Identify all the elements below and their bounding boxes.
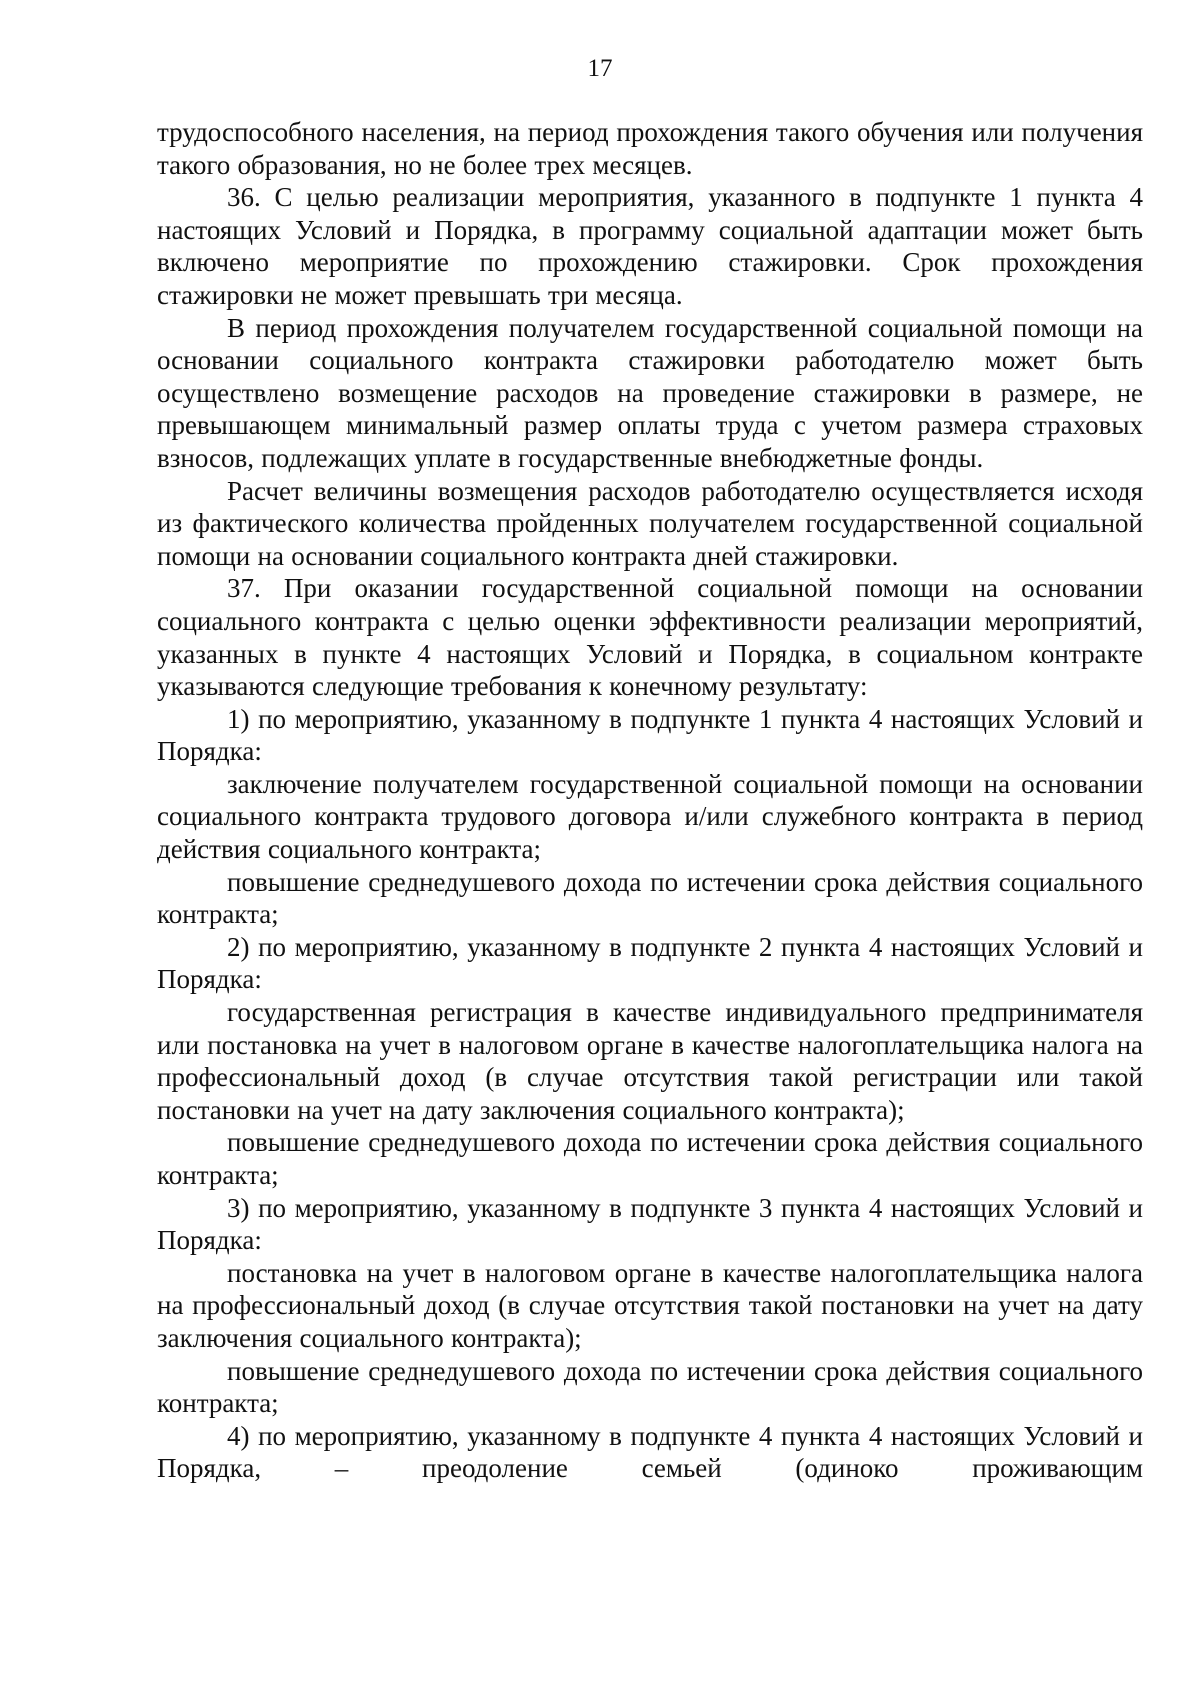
paragraph-subitem-1-employment: заключение получателем государственной социальной помощи на основании социального контракта трудового договора и/или служебного контракта в период действия социального контракта; — [157, 768, 1143, 865]
paragraph-subitem-3-tax-registration: постановка на учет в налоговом органе в качестве налогоплательщика налога на профессиональный доход (в случае отсутствия такой постановки на учет на дату заключения социального контракта); — [157, 1257, 1143, 1353]
paragraph-subitem-3-income: повышение среднедушевого дохода по истечении срока действия социального контракта; — [157, 1355, 1143, 1419]
paragraph-subitem-4: 4) по мероприятию, указанному в подпункте 4 пункта 4 настоящих Условий и Порядка, – преодоление семьей (одиноко проживающим — [157, 1420, 1143, 1484]
paragraph-subitem-1-income: повышение среднедушевого дохода по истечении срока действия социального контракта; — [157, 866, 1143, 930]
paragraph-continuation: трудоспособного населения, на период прохождения такого обучения или получения такого образования, но не более трех месяцев. — [157, 117, 1143, 180]
document-body — [157, 116, 1143, 1485]
paragraph-reimbursement-calculation: Расчет величины возмещения расходов работодателю осуществляется исходя из фактического количества пройденных получателем государственной социальной помощи на основании социального контракта дней стажировки. — [157, 475, 1143, 571]
paragraph-subitem-3: 3) по мероприятию, указанному в подпункте 3 пункта 4 настоящих Условий и Порядка: — [157, 1192, 1143, 1256]
paragraph-item-36: 36. С целью реализации мероприятия, указанного в подпункте 1 пункта 4 настоящих Условий и Порядка, в программу социальной адаптации может быть включено мероприятие по прохождению стажировки. Срок прохождения стажировки не может превышать три месяца. — [157, 182, 1143, 310]
paragraph-subitem-2-registration: государственная регистрация в качестве индивидуального предпринимателя или постановка на учет в налоговом органе в качестве налогоплательщика налога на профессиональный доход (в случае отсутствия такой регистрации или такой постановки на учет на дату заключения социального контракта); — [157, 997, 1143, 1125]
paragraph-subitem-2-income: повышение среднедушевого дохода по истечении срока действия социального контракта; — [157, 1127, 1143, 1190]
paragraph-internship-reimbursement: В период прохождения получателем государственной социальной помощи на основании социального контракта стажировки работодателю может быть осуществлено возмещение расходов на проведение стажировки в размере, не превышающем минимальный размер оплаты труда с учетом размера страховых взносов, подлежащих уплате в государственные внебюджетные фонды. — [157, 312, 1143, 473]
paragraph-subitem-2: 2) по мероприятию, указанному в подпункте 2 пункта 4 настоящих Условий и Порядка: — [157, 931, 1143, 995]
page-number: 17 — [587, 55, 613, 82]
paragraph-item-37: 37. При оказании государственной социальной помощи на основании социального контракта с целью оценки эффективности реализации мероприятий, указанных в пункте 4 настоящих Условий и Порядка, в социальном контракте указываются следующие требования к конечному результату: — [157, 573, 1143, 702]
paragraph-subitem-1: 1) по мероприятию, указанному в подпункте 1 пункта 4 настоящих Условий и Порядка: — [157, 703, 1143, 767]
